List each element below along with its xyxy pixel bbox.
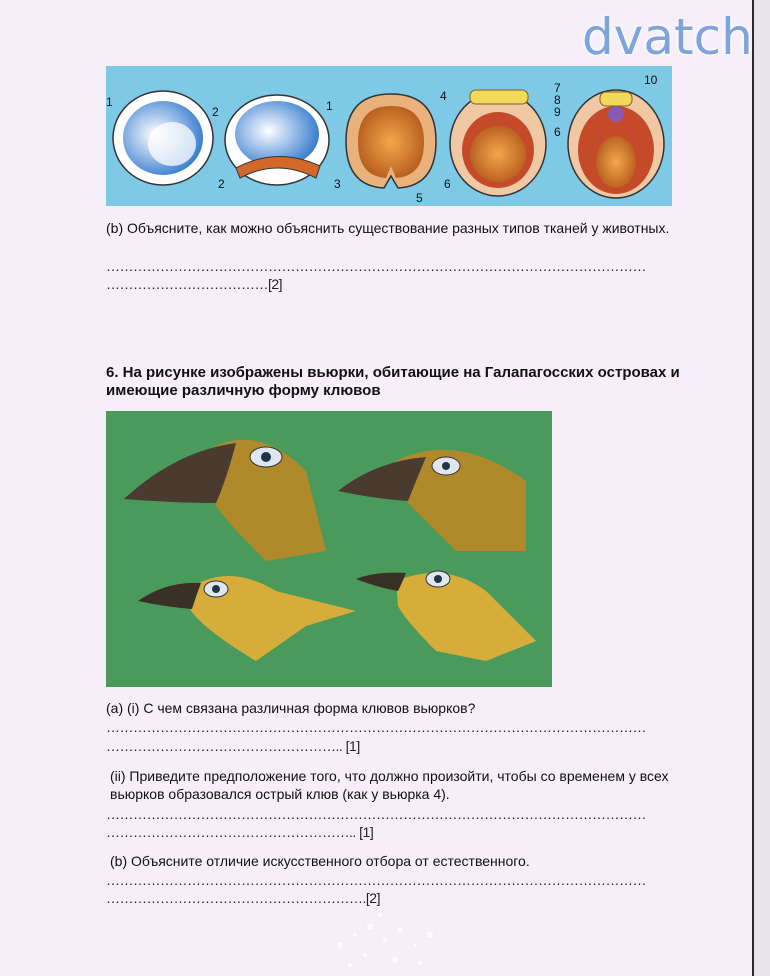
finch-3 — [138, 576, 356, 661]
page-margin — [754, 0, 770, 976]
sparkle-decoration — [320, 905, 450, 975]
label-6a: 6 — [444, 177, 451, 191]
embryo-development-figure — [106, 66, 672, 206]
finch-4 — [356, 571, 536, 661]
question-6a-ii: (ii) Приведите предположение того, что должно произойти, чтобы со временем у всех вьюрков образовался острый клюв (как у вьюрка 4). — [110, 768, 669, 802]
gastrula-stage — [346, 94, 436, 188]
label-2b: 2 — [218, 177, 225, 191]
label-4: 4 — [440, 89, 447, 103]
answer-line-marks: …………………………………………….. [1] — [106, 738, 360, 754]
answer-line: ………………………………………………………………………………………………………… — [106, 258, 646, 274]
label-1b: 1 — [326, 99, 333, 113]
neurula-stage — [450, 90, 546, 196]
blastula-stage — [113, 91, 213, 185]
label-9: 9 — [554, 105, 561, 119]
watermark-logo: dvatch — [582, 8, 753, 66]
finch-2 — [338, 450, 526, 551]
finch-1 — [124, 440, 326, 561]
early-gastrula-stage — [225, 95, 329, 185]
label-3: 3 — [334, 177, 341, 191]
question-6-title: 6. На рисунке изображены вьюрки, обитающие на Галапагосских островах и имеющие различную форму клювов — [106, 364, 680, 399]
question-6b: (b) Объясните отличие искусственного отбора от естественного. — [110, 853, 530, 869]
label-2a: 2 — [212, 105, 219, 119]
answer-line: ………………………………………………………………………………………………………… — [106, 719, 646, 735]
label-10: 10 — [644, 73, 658, 87]
answer-line-marks: ………………………………………………….[2] — [106, 890, 380, 906]
question-5b: (b) Объясните, как можно объяснить существование разных типов тканей у животных. — [106, 220, 670, 236]
finches-figure — [106, 411, 552, 687]
label-8: 8 — [554, 93, 561, 107]
label-7: 7 — [554, 81, 561, 95]
answer-line: ………………………………………………………………………………………………………… — [106, 806, 646, 822]
label-5: 5 — [416, 191, 423, 205]
late-neurula-stage — [568, 90, 664, 198]
label-6b: 6 — [554, 125, 561, 139]
label-1a: 1 — [106, 95, 113, 109]
answer-line: ………………………………………………………………………………………………………… — [106, 872, 646, 888]
answer-line-marks: ……………………………………………….. [1] — [106, 824, 374, 840]
question-6a-i: (a) (i) С чем связана различная форма клювов вьюрков? — [106, 700, 476, 716]
answer-line-marks: ………………………………[2] — [106, 276, 283, 292]
